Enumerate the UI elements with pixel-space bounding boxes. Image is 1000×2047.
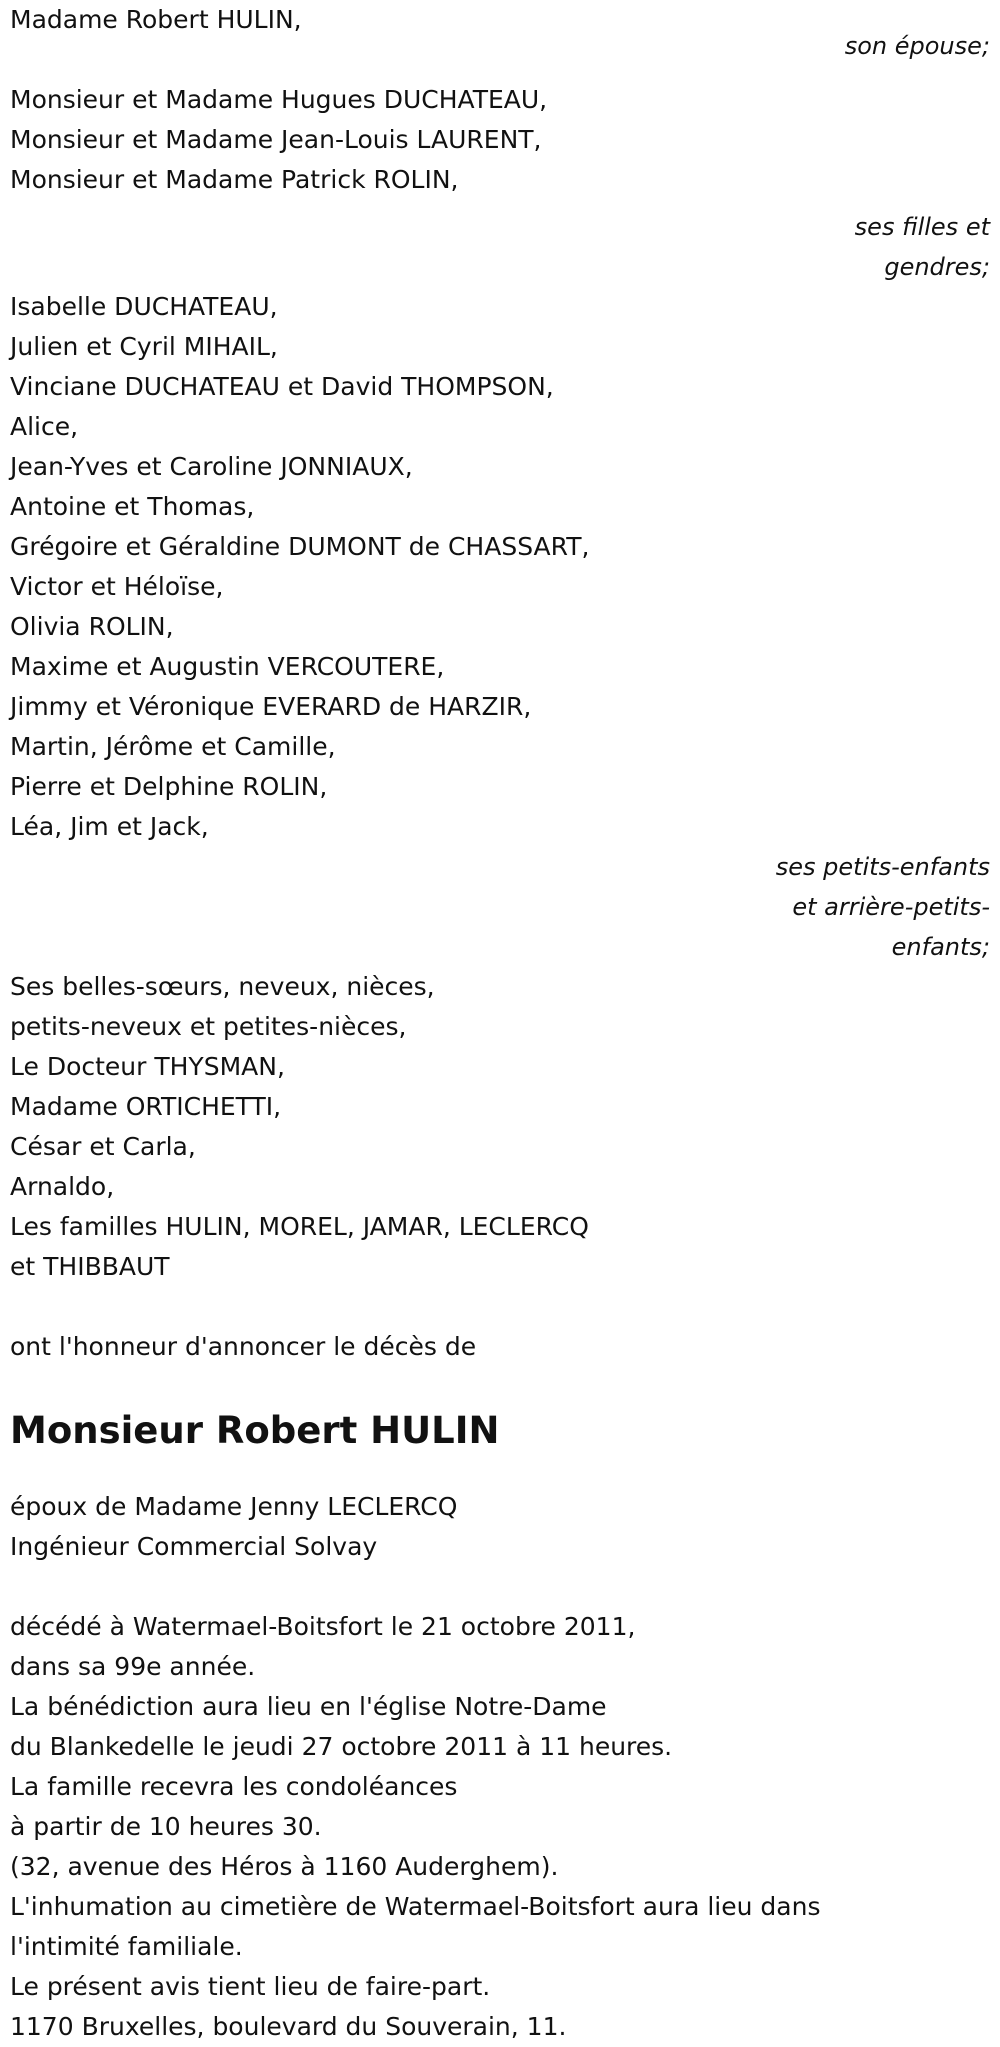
detail-line: (32, avenue des Héros à 1160 Auderghem). (10, 1852, 559, 1881)
grandchild-entry: Antoine et Thomas, (10, 492, 255, 521)
deceased-info-line: époux de Madame Jenny LECLERCQ (10, 1492, 458, 1521)
detail-line: L'inhumation au cimetière de Watermael-Boitsfort aura lieu dans (10, 1892, 821, 1921)
spacer (10, 1567, 990, 1607)
grandchildren-role-label (10, 847, 990, 967)
grandchild-entry: Grégoire et Géraldine DUMONT de CHASSART, (10, 532, 590, 561)
grandchildren-role-line: ses petits-enfants (775, 853, 990, 881)
funeral-details-section (10, 1607, 990, 2047)
deceased-name-heading: Monsieur Robert HULIN (10, 1409, 500, 1452)
family-entry: Ses belles-sœurs, neveux, nièces, (10, 972, 435, 1001)
grandchild-entry: Jimmy et Véronique EVERARD de HARZIR, (10, 692, 532, 721)
detail-line: à partir de 10 heures 30. (10, 1812, 322, 1841)
family-entry: Madame ORTICHETTI, (10, 1092, 282, 1121)
family-entry: petits-neveux et petites-nièces, (10, 1012, 407, 1041)
extended-family-section (10, 967, 990, 1287)
family-entry: et THIBBAUT (10, 1252, 170, 1281)
grandchild-entry: Jean-Yves et Caroline JONNIAUX, (10, 452, 413, 481)
spacer (10, 1471, 990, 1487)
grandchild-entry: Isabelle DUCHATEAU, (10, 292, 278, 321)
deceased-info-line: Ingénieur Commercial Solvay (10, 1532, 378, 1561)
daughter-couple: Monsieur et Madame Hugues DUCHATEAU, (10, 85, 548, 114)
detail-line: La bénédiction aura lieu en l'église Notre-Dame (10, 1692, 607, 1721)
grandchild-entry: Martin, Jérôme et Camille, (10, 732, 336, 761)
spouse-role-label: son épouse; (844, 32, 990, 60)
detail-line: Le présent avis tient lieu de faire-part. (10, 1972, 491, 2001)
detail-line: 1170 Bruxelles, boulevard du Souverain, 11. (10, 2012, 567, 2041)
grandchild-entry: Victor et Héloïse, (10, 572, 224, 601)
death-notice (10, 0, 990, 2047)
daughters-role-line: gendres; (884, 253, 990, 281)
deceased-info-section (10, 1487, 990, 1567)
family-entry: Le Docteur THYSMAN, (10, 1052, 285, 1081)
grandchild-entry: Pierre et Delphine ROLIN, (10, 772, 328, 801)
daughter-couple: Monsieur et Madame Patrick ROLIN, (10, 165, 459, 194)
announcement-text: ont l'honneur d'annoncer le décès de (10, 1332, 477, 1361)
daughters-role-label (10, 207, 990, 287)
grandchild-entry: Olivia ROLIN, (10, 612, 174, 641)
detail-line: dans sa 99e année. (10, 1652, 256, 1681)
spacer (10, 1287, 990, 1327)
grandchild-entry: Léa, Jim et Jack, (10, 812, 209, 841)
family-entry: Les familles HULIN, MOREL, JAMAR, LECLERCQ (10, 1212, 589, 1241)
grandchildren-section (10, 287, 990, 847)
daughter-couple: Monsieur et Madame Jean-Louis LAURENT, (10, 125, 542, 154)
daughters-section (10, 80, 990, 200)
grandchildren-role-line: et arrière-petits- (792, 893, 990, 921)
grandchild-entry: Maxime et Augustin VERCOUTERE, (10, 652, 445, 681)
grandchild-entry: Julien et Cyril MIHAIL, (10, 332, 278, 361)
grandchildren-role-line: enfants; (891, 933, 990, 961)
daughters-role-line: ses filles et (854, 213, 990, 241)
detail-line: l'intimité familiale. (10, 1932, 243, 1961)
spouse-name: Madame Robert HULIN, (10, 5, 302, 34)
family-entry: César et Carla, (10, 1132, 196, 1161)
grandchild-entry: Alice, (10, 412, 79, 441)
detail-line: du Blankedelle le jeudi 27 octobre 2011 à 11 heures. (10, 1732, 673, 1761)
grandchild-entry: Vinciane DUCHATEAU et David THOMPSON, (10, 372, 554, 401)
spacer (10, 1367, 990, 1391)
detail-line: décédé à Watermael-Boitsfort le 21 octobre 2011, (10, 1612, 636, 1641)
family-entry: Arnaldo, (10, 1172, 115, 1201)
detail-line: La famille recevra les condoléances (10, 1772, 458, 1801)
